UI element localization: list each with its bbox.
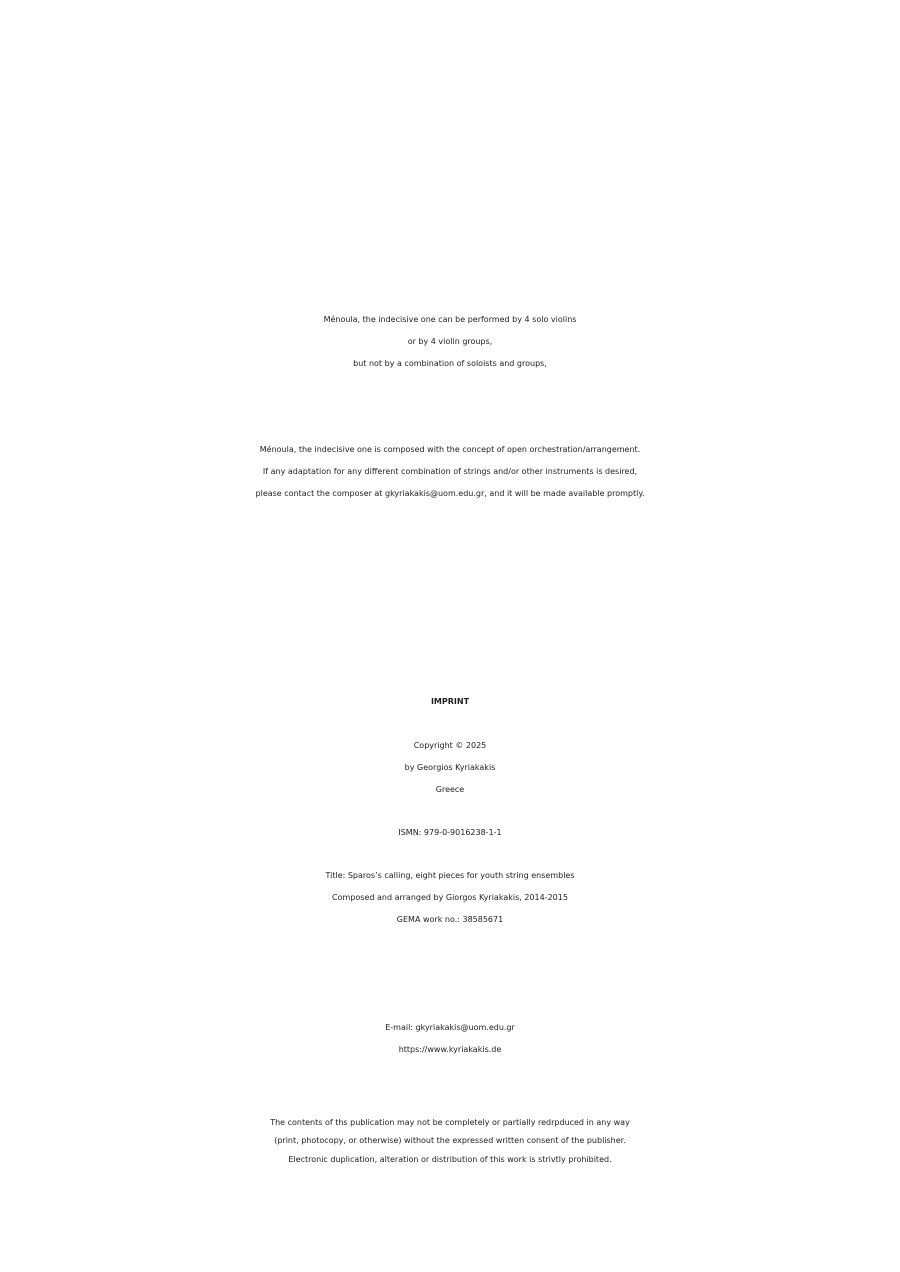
performance-note xyxy=(0,309,900,374)
email-line: E-mail: gkyriakakis@uom.edu.gr xyxy=(385,1023,515,1032)
copyright-author: by Georgios Kyriakakis xyxy=(404,762,496,772)
copyright-block xyxy=(0,735,900,800)
performance-note-line: but not by a combination of soloists and groups, xyxy=(353,358,547,368)
ismn-number: ISMN: 979-0-9016238-1-1 xyxy=(398,828,502,837)
performance-note-line: Ménoula, the indecisive one can be performed by 4 solo violins xyxy=(323,315,577,324)
contact-block xyxy=(0,1017,900,1061)
legal-notice xyxy=(0,1114,900,1169)
orchestration-note-line: If any adaptation for any different combination of strings and/or other instruments is desired, xyxy=(262,466,638,476)
website-link[interactable]: https://www.kyriakakis.de xyxy=(398,1044,502,1054)
legal-notice-line: The contents of ths publication may not be completely or partially redrpduced in any way xyxy=(270,1118,630,1127)
imprint-heading: IMPRINT xyxy=(430,697,470,706)
legal-notice-line: Electronic duplication, alteration or distribution of this work is strivtly prohibited. xyxy=(288,1154,612,1164)
orchestration-note xyxy=(0,439,900,504)
gema-number: GEMA work no.: 38585671 xyxy=(396,914,504,924)
legal-notice-line: (print, photocopy, or otherwise) without the expressed written consent of the publisher. xyxy=(274,1136,626,1146)
orchestration-note-line: please contact the composer at gkyriakakis@uom.edu.gr, and it will be made available promptly. xyxy=(255,488,645,498)
work-composer: Composed and arranged by Giorgos Kyriakakis, 2014-2015 xyxy=(332,892,568,902)
work-title: Title: Sparos’s calling, eight pieces for youth string ensembles xyxy=(325,871,575,880)
work-info-block xyxy=(0,865,900,930)
copyright-country: Greece xyxy=(435,784,465,794)
copyright-line: Copyright © 2025 xyxy=(413,741,487,750)
performance-note-line: or by 4 violin groups, xyxy=(407,336,493,346)
orchestration-note-line: Ménoula, the indecisive one is composed with the concept of open orchestration/arrangement. xyxy=(259,445,641,454)
